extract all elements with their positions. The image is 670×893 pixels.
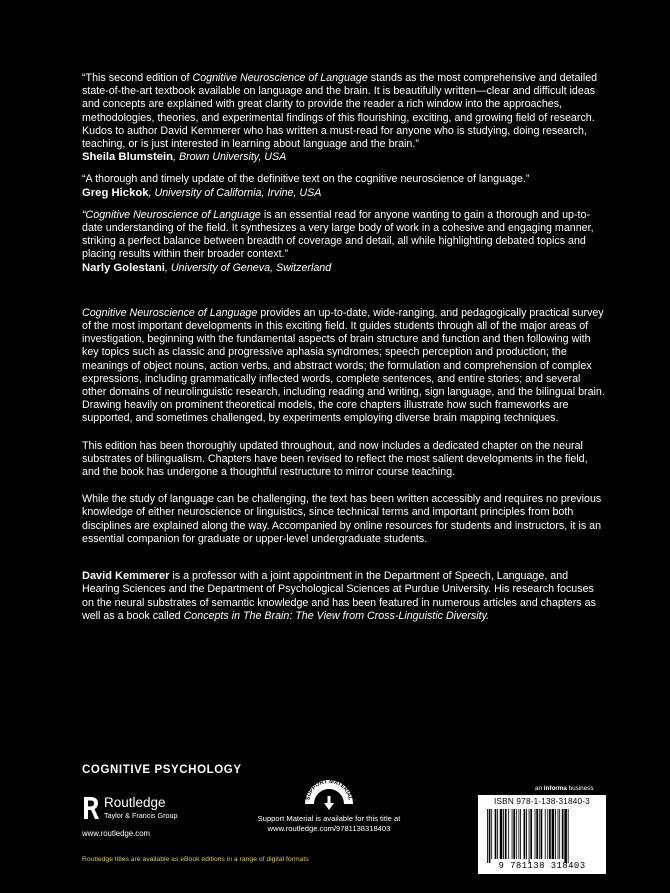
- isbn-label: ISBN 978-1-138-31840-3: [494, 797, 590, 806]
- endorsement-quote: [82, 173, 607, 199]
- routledge-r-logo-icon: [82, 795, 100, 821]
- informa-business: an informa business: [535, 785, 594, 792]
- text-segment: provides an up-to-date, wide-ranging, and pedagogically practical survey of the most important developments in this exciting field. It guides students through all of the major areas of investigation, beginning with the fundamental aspects of brain structure and function and then following with key topics such as classic and progressive aphasia syndromes; speech perception and production; the meanings of object nouns, action verbs, and abstract words; the formulation and comprehension of complex expressions, including grammatically inflected words, complete sentences, and entire stories; and several other domains of neurolinguistic research, including reading and writing, sign language, and the bilingual brain. Drawing heavily on prominent theoretical models, the core chapters illustrate how such frameworks are supported, and sometimes challenged, by experiments employing diverse brain mapping techniques.: [82, 306, 605, 425]
- barcode-bar: [497, 809, 498, 859]
- quote-attribution: [82, 262, 607, 275]
- barcode-bar: [559, 809, 560, 859]
- quote-text: [82, 173, 607, 186]
- barcode-bar: [524, 809, 526, 859]
- barcode-bar: [526, 809, 527, 859]
- endorser-affiliation: , Brown University, USA: [173, 151, 287, 164]
- barcode-bar: [568, 809, 569, 863]
- support-badge-text: SUPPORT MATERIAL: [305, 778, 353, 801]
- quote-attribution: [82, 187, 607, 200]
- endorsement-quote: [82, 209, 607, 275]
- endorser-affiliation: , University of California, Irvine, USA: [148, 186, 322, 199]
- barcode-bar: [516, 809, 517, 859]
- endorser-name: Sheila Blumstein: [82, 151, 174, 164]
- back-cover-text: [82, 72, 607, 637]
- text-segment: is an essential read for anyone wanting to gain a thorough and up-to-date understanding of the field. It synthesizes a very large body of work in a cohesive and engaging manner, striking a perfect balance between breadth of coverage and detail, all while highlighting debated topics and placing results within their broader context.”: [82, 208, 594, 261]
- text-segment: “A thorough and timely update of the definitive text on the cognitive neuroscience of language.”: [82, 173, 530, 186]
- barcode-bar: [539, 809, 540, 859]
- endorser-name: Narly Golestani: [82, 261, 165, 274]
- book-description: [82, 307, 607, 546]
- support-material-badge-icon: [302, 777, 356, 813]
- description-paragraph: [82, 307, 607, 426]
- barcode-bar: [558, 809, 559, 859]
- barcode-bar: [529, 809, 530, 863]
- author-name: David Kemmerer: [82, 570, 170, 583]
- barcode-bar: [500, 809, 503, 859]
- barcode-bar: [562, 809, 564, 859]
- barcode-bar: [495, 809, 497, 859]
- barcode-bar: [549, 809, 551, 859]
- text-segment: While the study of language can be challenging, the text has been written accessibly and requires no previous knowledge of either neuroscience or linguistics, since technical terms and important principles from both disciplines are explained along the way. Accompanied by online resources for students and instructors, it is an essential companion for graduate or upper-level undergraduate students.: [82, 493, 602, 545]
- barcode-bar: [552, 809, 555, 859]
- support-url: www.routledge.com/9781138318403: [267, 824, 391, 833]
- text-segment: “This second edition of: [82, 72, 193, 84]
- endorser-name: Greg Hickok: [82, 186, 149, 199]
- description-paragraph: [82, 440, 607, 480]
- publisher-name: Routledge: [104, 795, 166, 810]
- author-bio: [82, 570, 607, 623]
- text-segment: stands as the most comprehensive and detailed state-of-the-art textbook available on language and the brain. It is beautifully written—clear and difficult ideas and concepts are explained with great clarity to provide the reader a rich window into the approaches, methodologies, theories, and experimental findings of this flourishing, exciting, and growing field of research. Kudos to author David Kemmerer who has written a must-read for anyone who is studying, doing research, teaching, or is just interested in learning about language and the brain.”: [82, 72, 598, 151]
- support-line-1: Support Material is available for this title at: [257, 814, 401, 823]
- barcode-bar: [505, 809, 507, 859]
- endorsement-quote: [82, 72, 607, 164]
- support-material-info: [240, 814, 418, 834]
- ebook-note: Routledge titles are available as eBook editions in a range of digital formats: [82, 856, 309, 863]
- italic-title-text: “Cognitive Neuroscience of Language: [82, 208, 261, 221]
- barcode-bar: [535, 809, 536, 859]
- series-label: COGNITIVE PSYCHOLOGY: [82, 764, 242, 776]
- italic-title-text: Concepts in The Brain: The View from Cross-Linguistic Diversity.: [183, 609, 490, 622]
- barcode-bar: [491, 809, 492, 859]
- publisher-subtitle: Taylor & Francis Group: [104, 811, 178, 820]
- quote-text: [82, 72, 607, 151]
- isbn-barcode: [478, 795, 606, 874]
- barcode-bar: [518, 809, 519, 859]
- italic-title-text: Cognitive Neuroscience of Language: [192, 72, 368, 84]
- barcode-bar: [547, 809, 548, 859]
- endorsements: [82, 72, 607, 275]
- barcode-bar: [536, 809, 538, 859]
- barcode-bar: [555, 809, 556, 859]
- barcode-bar: [503, 809, 504, 859]
- barcode-bar: [508, 809, 509, 859]
- publisher-logo: [82, 795, 222, 829]
- barcode-bar: [489, 809, 491, 863]
- endorser-affiliation: , University of Geneva, Switzerland: [164, 261, 332, 274]
- description-paragraph: [82, 493, 607, 546]
- barcode-bar: [545, 809, 546, 859]
- barcode-bar: [541, 809, 543, 859]
- barcode-digits: 9 781138 318403: [498, 861, 586, 871]
- barcode-bar: [487, 809, 488, 863]
- barcode-bar: [520, 809, 521, 859]
- barcode-bar: [512, 809, 513, 859]
- barcode-bar: [513, 809, 515, 859]
- quote-text: [82, 209, 607, 262]
- publisher-url: www.routledge.com: [82, 829, 151, 838]
- barcode-bar: [564, 809, 567, 863]
- barcode-bar: [530, 809, 532, 859]
- italic-title-text: Cognitive Neuroscience of Language: [82, 306, 258, 319]
- text-segment: is a professor with a joint appointment in the Department of Speech, Language, and Hearing Sciences and the Department of Psychological Sciences at Purdue University. His research focuses on the neural substrates of semantic knowledge and has been featured in numerous articles and chapters as well as a book called: [82, 570, 596, 622]
- text-segment: This edition has been thoroughly updated throughout, and now includes a dedicated chapter on the neural substrates of bilingualism. Chapters have been revised to reflect the most salient developments in the field, and the book has undergone a thoughtful restructure to mirror course teaching.: [82, 439, 588, 479]
- quote-attribution: [82, 151, 607, 164]
